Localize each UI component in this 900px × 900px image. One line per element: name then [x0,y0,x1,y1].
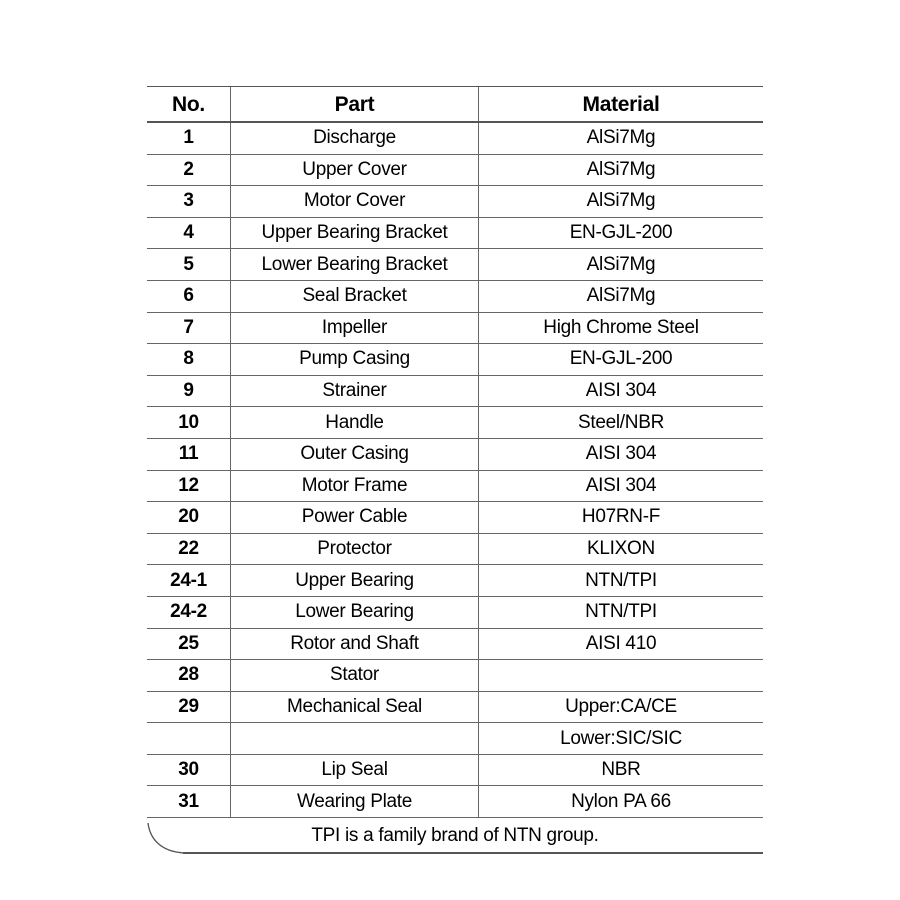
table-row [147,755,763,787]
cell-material: High Chrome Steel [478,313,763,344]
table-row [147,629,763,661]
cell-material: Steel/NBR [478,407,763,438]
table-row [147,692,763,724]
cell-no: 20 [178,506,199,528]
table-row [147,597,763,629]
cell-material: AlSi7Mg [478,123,763,154]
cell-no: 29 [178,695,199,717]
cell-no: 7 [183,316,194,338]
cell-part: Seal Bracket [230,281,478,312]
cell-part: Stator [230,660,478,691]
cell-no: 28 [178,664,199,686]
cell-no [147,723,230,754]
cell-part: Mechanical Seal [230,692,478,723]
table-row [147,565,763,597]
table-header [147,87,763,121]
cell-material: Nylon PA 66 [478,786,763,817]
cell-part: Motor Cover [230,186,478,217]
cell-no: 3 [183,190,194,212]
cell-part: Discharge [230,123,478,154]
cell-no: 2 [183,158,194,180]
table-row [147,786,763,818]
cell-no: 30 [178,759,199,781]
cell-material: AISI 304 [478,376,763,407]
cell-part: Wearing Plate [230,786,478,817]
footer-note: TPI is a family brand of NTN group. [311,825,599,846]
cell-part: Upper Bearing [230,565,478,596]
cell-part: Rotor and Shaft [230,629,478,660]
cell-material: EN-GJL-200 [478,218,763,249]
cell-part: Power Cable [230,502,478,533]
table-row [147,439,763,471]
cell-part: Upper Bearing Bracket [230,218,478,249]
cell-material: Upper:CA/CE [478,692,763,723]
header-part: Part [230,87,478,121]
cell-no: 9 [183,380,194,402]
cell-material: AlSi7Mg [478,155,763,186]
cell-part: Upper Cover [230,155,478,186]
cell-material: Lower:SIC/SIC [478,723,763,754]
cell-no: 4 [183,222,194,244]
table-row [147,407,763,439]
cell-part: Outer Casing [230,439,478,470]
cell-part: Strainer [230,376,478,407]
cell-material: H07RN-F [478,502,763,533]
cell-part: Lower Bearing [230,597,478,628]
cell-no: 25 [178,632,199,654]
cell-material: AISI 304 [478,439,763,470]
cell-material: NTN/TPI [478,565,763,596]
cell-no: 22 [178,538,199,560]
cell-part: Motor Frame [230,471,478,502]
cell-no: 12 [178,474,199,496]
cell-no: 24-2 [170,601,207,623]
cell-material: AlSi7Mg [478,249,763,280]
cell-part [230,723,478,754]
table-row [147,249,763,281]
cell-part: Lip Seal [230,755,478,786]
footer-rule [183,852,763,854]
table-row [147,723,763,755]
table-row [147,660,763,692]
table-row [147,186,763,218]
table-row [147,344,763,376]
cell-material: NTN/TPI [478,597,763,628]
table-row [147,155,763,187]
header-no: No. [172,93,205,116]
cell-material: KLIXON [478,534,763,565]
table-row [147,471,763,503]
cell-no: 10 [178,411,199,433]
table-body [147,123,763,818]
table-row [147,218,763,250]
cell-material: AISI 304 [478,471,763,502]
cell-no: 11 [178,443,199,465]
cell-material: AlSi7Mg [478,281,763,312]
cell-material: AlSi7Mg [478,186,763,217]
cell-part: Handle [230,407,478,438]
cell-no: 5 [183,253,194,275]
cell-no: 6 [183,285,194,307]
cell-no: 1 [183,127,194,149]
cell-part: Lower Bearing Bracket [230,249,478,280]
table-row [147,502,763,534]
cell-material: NBR [478,755,763,786]
cell-part: Pump Casing [230,344,478,375]
cell-part: Protector [230,534,478,565]
cell-material [478,660,763,691]
cell-no: 8 [183,348,194,370]
header-material: Material [478,87,763,121]
table-row [147,376,763,408]
table-row [147,534,763,566]
cell-no: 31 [178,790,199,812]
cell-material: AISI 410 [478,629,763,660]
table-row [147,281,763,313]
cell-no: 24-1 [170,569,207,591]
table-row [147,123,763,155]
table-row [147,313,763,345]
cell-material: EN-GJL-200 [478,344,763,375]
cell-part: Impeller [230,313,478,344]
table-footer [147,818,763,855]
